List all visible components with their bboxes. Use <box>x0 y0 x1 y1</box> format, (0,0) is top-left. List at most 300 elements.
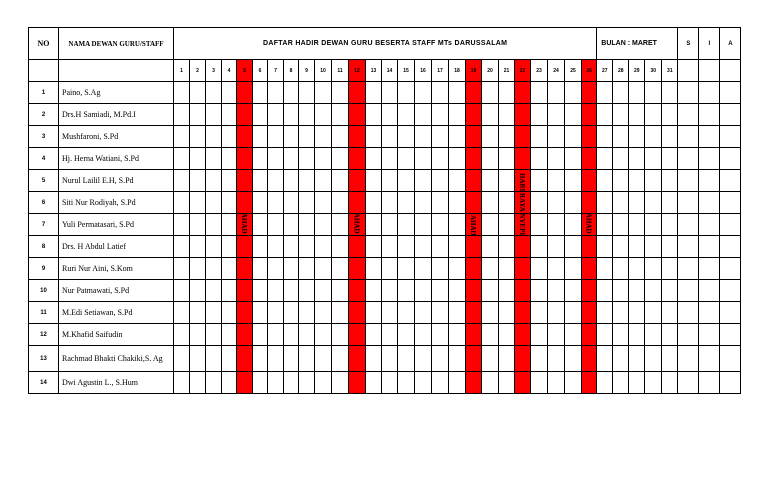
table-row <box>29 302 741 324</box>
attendance-cell <box>499 302 515 324</box>
attendance-cell <box>662 82 678 104</box>
code-cell <box>720 324 741 346</box>
attendance-cell <box>613 126 629 148</box>
attendance-cell <box>432 170 449 192</box>
code-cell <box>678 372 699 394</box>
attendance-cell <box>482 214 499 236</box>
attendance-cell <box>466 258 482 280</box>
attendance-cell <box>349 372 366 394</box>
attendance-cell <box>515 192 531 214</box>
attendance-cell <box>515 170 531 192</box>
day-header-14: 14 <box>382 60 398 82</box>
attendance-cell <box>629 324 645 346</box>
attendance-cell <box>499 346 515 372</box>
attendance-cell <box>299 126 315 148</box>
code-cell <box>720 170 741 192</box>
code-cell <box>699 324 720 346</box>
header-code-s: S <box>678 28 699 60</box>
attendance-cell <box>415 170 432 192</box>
attendance-cell <box>382 302 398 324</box>
attendance-cell <box>449 346 466 372</box>
attendance-cell <box>415 324 432 346</box>
attendance-cell <box>206 236 222 258</box>
attendance-cell <box>432 148 449 170</box>
attendance-cell <box>332 236 349 258</box>
attendance-cell <box>466 126 482 148</box>
attendance-cell <box>645 170 662 192</box>
code-cell <box>699 372 720 394</box>
day-header-6: 6 <box>253 60 268 82</box>
attendance-cell <box>466 302 482 324</box>
code-blank <box>699 60 720 82</box>
attendance-cell <box>349 258 366 280</box>
attendance-cell <box>482 236 499 258</box>
attendance-cell <box>222 148 237 170</box>
attendance-cell <box>237 192 253 214</box>
attendance-cell <box>597 148 613 170</box>
attendance-cell <box>582 236 597 258</box>
attendance-cell <box>190 280 206 302</box>
attendance-cell <box>548 302 565 324</box>
attendance-cell <box>415 192 432 214</box>
attendance-cell <box>645 324 662 346</box>
attendance-cell <box>515 324 531 346</box>
attendance-cell <box>332 258 349 280</box>
attendance-cell <box>629 258 645 280</box>
attendance-cell <box>582 372 597 394</box>
attendance-cell <box>565 126 582 148</box>
attendance-cell <box>499 148 515 170</box>
header-code-i: I <box>699 28 720 60</box>
attendance-cell <box>613 214 629 236</box>
attendance-cell <box>432 280 449 302</box>
attendance-cell <box>382 372 398 394</box>
attendance-cell <box>415 372 432 394</box>
attendance-cell <box>268 170 284 192</box>
attendance-cell <box>548 82 565 104</box>
attendance-cell <box>515 258 531 280</box>
attendance-cell <box>237 346 253 372</box>
attendance-cell <box>299 148 315 170</box>
attendance-cell <box>349 82 366 104</box>
attendance-cell <box>253 82 268 104</box>
attendance-cell <box>662 104 678 126</box>
attendance-cell <box>268 258 284 280</box>
attendance-cell <box>482 372 499 394</box>
attendance-cell <box>299 280 315 302</box>
attendance-cell <box>449 280 466 302</box>
attendance-cell <box>548 346 565 372</box>
attendance-cell <box>597 104 613 126</box>
attendance-cell <box>382 346 398 372</box>
attendance-cell <box>190 214 206 236</box>
attendance-cell <box>284 302 299 324</box>
holiday-label-day-26: AHAD <box>584 213 593 234</box>
attendance-cell <box>629 82 645 104</box>
attendance-cell <box>315 126 332 148</box>
staff-name: Drs.H Samiadi, M.Pd.I <box>59 104 174 126</box>
attendance-cell <box>449 148 466 170</box>
attendance-cell <box>268 192 284 214</box>
attendance-cell <box>299 236 315 258</box>
attendance-cell <box>366 104 382 126</box>
attendance-cell <box>531 104 548 126</box>
staff-name: Yuli Permatasari, S.Pd <box>59 214 174 236</box>
code-cell <box>720 236 741 258</box>
attendance-cell <box>382 104 398 126</box>
code-cell <box>678 170 699 192</box>
attendance-cell <box>515 104 531 126</box>
attendance-cell <box>645 258 662 280</box>
attendance-cell <box>597 214 613 236</box>
attendance-cell <box>597 82 613 104</box>
day-header-30: 30 <box>645 60 662 82</box>
attendance-cell <box>466 104 482 126</box>
attendance-cell <box>237 148 253 170</box>
attendance-cell <box>582 82 597 104</box>
attendance-cell <box>645 82 662 104</box>
attendance-cell <box>597 258 613 280</box>
day-header-26: 26 <box>582 60 597 82</box>
attendance-cell <box>382 192 398 214</box>
table-row <box>29 236 741 258</box>
attendance-cell <box>645 302 662 324</box>
attendance-cell <box>662 170 678 192</box>
attendance-cell <box>190 324 206 346</box>
table-row <box>29 82 741 104</box>
attendance-cell <box>315 346 332 372</box>
attendance-cell <box>398 280 415 302</box>
attendance-cell <box>190 192 206 214</box>
attendance-cell <box>268 280 284 302</box>
attendance-cell <box>174 258 190 280</box>
attendance-cell <box>190 346 206 372</box>
attendance-cell <box>662 372 678 394</box>
attendance-cell <box>315 280 332 302</box>
row-number: 7 <box>29 214 59 236</box>
attendance-cell <box>565 214 582 236</box>
staff-name: Hj. Herna Watiani, S.Pd <box>59 148 174 170</box>
table-row <box>29 258 741 280</box>
attendance-cell <box>565 280 582 302</box>
attendance-cell <box>253 192 268 214</box>
attendance-cell <box>237 258 253 280</box>
attendance-cell <box>432 192 449 214</box>
attendance-cell <box>662 280 678 302</box>
attendance-cell <box>237 280 253 302</box>
staff-name: M.Khafid Saifudin <box>59 324 174 346</box>
code-cell <box>699 236 720 258</box>
attendance-cell <box>349 324 366 346</box>
row-number: 10 <box>29 280 59 302</box>
attendance-cell <box>299 302 315 324</box>
attendance-cell <box>366 324 382 346</box>
attendance-cell <box>349 192 366 214</box>
attendance-cell <box>548 236 565 258</box>
attendance-cell <box>284 104 299 126</box>
attendance-cell <box>662 126 678 148</box>
month-label: BULAN : MARET <box>597 28 678 60</box>
attendance-cell <box>174 170 190 192</box>
attendance-cell <box>349 346 366 372</box>
attendance-cell <box>398 192 415 214</box>
attendance-cell <box>565 148 582 170</box>
attendance-cell <box>398 302 415 324</box>
attendance-cell <box>515 372 531 394</box>
attendance-cell <box>332 148 349 170</box>
attendance-cell <box>629 280 645 302</box>
day-header-4: 4 <box>222 60 237 82</box>
attendance-cell <box>206 258 222 280</box>
attendance-cell <box>466 346 482 372</box>
attendance-cell <box>253 148 268 170</box>
attendance-cell <box>299 372 315 394</box>
attendance-cell <box>284 236 299 258</box>
attendance-cell <box>565 192 582 214</box>
attendance-cell <box>515 126 531 148</box>
staff-name: Dwi Agustin L., S.Hum <box>59 372 174 394</box>
attendance-cell <box>349 126 366 148</box>
attendance-cell <box>237 82 253 104</box>
attendance-cell <box>466 372 482 394</box>
attendance-cell <box>237 214 253 236</box>
day-header-9: 9 <box>299 60 315 82</box>
attendance-cell <box>382 82 398 104</box>
row-number: 3 <box>29 126 59 148</box>
attendance-cell <box>597 192 613 214</box>
attendance-cell <box>222 82 237 104</box>
attendance-cell <box>531 372 548 394</box>
attendance-cell <box>174 148 190 170</box>
attendance-cell <box>222 280 237 302</box>
attendance-cell <box>531 302 548 324</box>
attendance-cell <box>662 302 678 324</box>
attendance-cell <box>531 346 548 372</box>
attendance-cell <box>482 170 499 192</box>
attendance-cell <box>284 324 299 346</box>
code-cell <box>699 82 720 104</box>
attendance-cell <box>349 170 366 192</box>
holiday-label-day-22: HARI RAYA NYEPI <box>518 173 526 236</box>
attendance-cell <box>582 192 597 214</box>
attendance-cell <box>531 258 548 280</box>
attendance-cell <box>597 324 613 346</box>
code-cell <box>720 372 741 394</box>
attendance-cell <box>645 346 662 372</box>
code-cell <box>699 148 720 170</box>
attendance-cell <box>466 82 482 104</box>
attendance-cell <box>174 104 190 126</box>
staff-name: Rachmad Bhakti Chakiki,S. Ag <box>59 346 174 372</box>
day-header-11: 11 <box>332 60 349 82</box>
attendance-cell <box>613 82 629 104</box>
attendance-cell <box>366 170 382 192</box>
attendance-cell <box>415 126 432 148</box>
attendance-cell <box>398 324 415 346</box>
attendance-cell <box>398 148 415 170</box>
attendance-cell <box>449 104 466 126</box>
attendance-cell <box>382 126 398 148</box>
attendance-cell <box>222 372 237 394</box>
attendance-cell <box>315 302 332 324</box>
table-row <box>29 372 741 394</box>
attendance-cell <box>253 214 268 236</box>
attendance-cell <box>382 258 398 280</box>
attendance-cell <box>629 104 645 126</box>
header-code-a: A <box>720 28 741 60</box>
table-row <box>29 104 741 126</box>
attendance-cell <box>299 324 315 346</box>
attendance-cell <box>366 126 382 148</box>
attendance-cell <box>174 302 190 324</box>
attendance-cell <box>315 236 332 258</box>
attendance-cell <box>415 346 432 372</box>
code-cell <box>699 302 720 324</box>
code-cell <box>699 104 720 126</box>
attendance-cell <box>662 236 678 258</box>
attendance-cell <box>253 236 268 258</box>
code-blank <box>720 60 741 82</box>
attendance-cell <box>206 372 222 394</box>
attendance-cell <box>206 192 222 214</box>
attendance-cell <box>482 104 499 126</box>
code-cell <box>678 82 699 104</box>
day-header-29: 29 <box>629 60 645 82</box>
code-cell <box>678 258 699 280</box>
code-cell <box>720 302 741 324</box>
code-cell <box>720 346 741 372</box>
attendance-cell <box>253 324 268 346</box>
attendance-cell <box>531 280 548 302</box>
day-header-19: 19 <box>466 60 482 82</box>
attendance-cell <box>629 192 645 214</box>
attendance-cell <box>613 170 629 192</box>
attendance-cell <box>398 126 415 148</box>
attendance-cell <box>597 280 613 302</box>
attendance-cell <box>432 126 449 148</box>
attendance-cell <box>548 104 565 126</box>
code-cell <box>678 302 699 324</box>
attendance-cell <box>432 258 449 280</box>
attendance-cell <box>268 346 284 372</box>
attendance-cell <box>662 148 678 170</box>
attendance-cell <box>222 258 237 280</box>
attendance-cell <box>268 126 284 148</box>
attendance-cell <box>499 214 515 236</box>
attendance-cell <box>565 104 582 126</box>
code-cell <box>699 126 720 148</box>
staff-name: Drs. H Abdul Latief <box>59 236 174 258</box>
attendance-cell <box>174 126 190 148</box>
attendance-cell <box>315 82 332 104</box>
attendance-cell <box>662 324 678 346</box>
day-header-12: 12 <box>349 60 366 82</box>
header-no: NO <box>29 28 59 60</box>
attendance-cell <box>299 214 315 236</box>
attendance-cell <box>415 214 432 236</box>
code-cell <box>720 148 741 170</box>
attendance-cell <box>284 170 299 192</box>
attendance-cell <box>613 280 629 302</box>
attendance-cell <box>382 236 398 258</box>
day-header-20: 20 <box>482 60 499 82</box>
attendance-cell <box>645 148 662 170</box>
attendance-cell <box>284 148 299 170</box>
attendance-cell <box>531 126 548 148</box>
attendance-cell <box>299 170 315 192</box>
attendance-cell <box>237 302 253 324</box>
attendance-cell <box>237 170 253 192</box>
attendance-cell <box>645 280 662 302</box>
day-header-15: 15 <box>398 60 415 82</box>
attendance-cell <box>366 148 382 170</box>
attendance-cell <box>415 280 432 302</box>
sheet-title: DAFTAR HADIR DEWAN GURU BESERTA STAFF MTs DARUSSALAM <box>174 28 597 60</box>
attendance-cell <box>382 280 398 302</box>
attendance-cell <box>174 214 190 236</box>
attendance-cell <box>582 258 597 280</box>
attendance-cell <box>466 170 482 192</box>
staff-name: Nurul Lailil E.H, S.Pd <box>59 170 174 192</box>
attendance-cell <box>222 324 237 346</box>
attendance-cell <box>582 346 597 372</box>
attendance-cell <box>398 214 415 236</box>
code-cell <box>720 192 741 214</box>
attendance-cell <box>284 82 299 104</box>
attendance-cell <box>332 82 349 104</box>
code-cell <box>678 192 699 214</box>
attendance-cell <box>482 280 499 302</box>
attendance-cell <box>499 104 515 126</box>
attendance-cell <box>499 170 515 192</box>
day-header-8: 8 <box>284 60 299 82</box>
attendance-cell <box>222 170 237 192</box>
attendance-cell <box>284 372 299 394</box>
attendance-cell <box>398 258 415 280</box>
attendance-cell <box>515 236 531 258</box>
attendance-cell <box>190 148 206 170</box>
table-row <box>29 346 741 372</box>
days-row-blank <box>29 60 59 82</box>
attendance-cell <box>466 214 482 236</box>
attendance-cell <box>515 346 531 372</box>
attendance-cell <box>565 324 582 346</box>
attendance-cell <box>237 236 253 258</box>
attendance-cell <box>206 82 222 104</box>
attendance-cell <box>366 82 382 104</box>
attendance-table <box>28 27 741 394</box>
attendance-cell <box>284 214 299 236</box>
attendance-cell <box>299 258 315 280</box>
staff-name: Siti Nur Rodiyah, S.Pd <box>59 192 174 214</box>
row-number: 6 <box>29 192 59 214</box>
attendance-cell <box>366 346 382 372</box>
attendance-cell <box>253 170 268 192</box>
staff-name: Mushfaroni, S.Pd <box>59 126 174 148</box>
attendance-cell <box>415 148 432 170</box>
code-cell <box>678 214 699 236</box>
day-header-5: 5 <box>237 60 253 82</box>
attendance-cell <box>597 302 613 324</box>
attendance-cell <box>645 126 662 148</box>
attendance-cell <box>432 214 449 236</box>
attendance-cell <box>222 236 237 258</box>
attendance-cell <box>597 372 613 394</box>
code-cell <box>678 148 699 170</box>
attendance-cell <box>237 324 253 346</box>
attendance-cell <box>482 324 499 346</box>
attendance-cell <box>332 126 349 148</box>
